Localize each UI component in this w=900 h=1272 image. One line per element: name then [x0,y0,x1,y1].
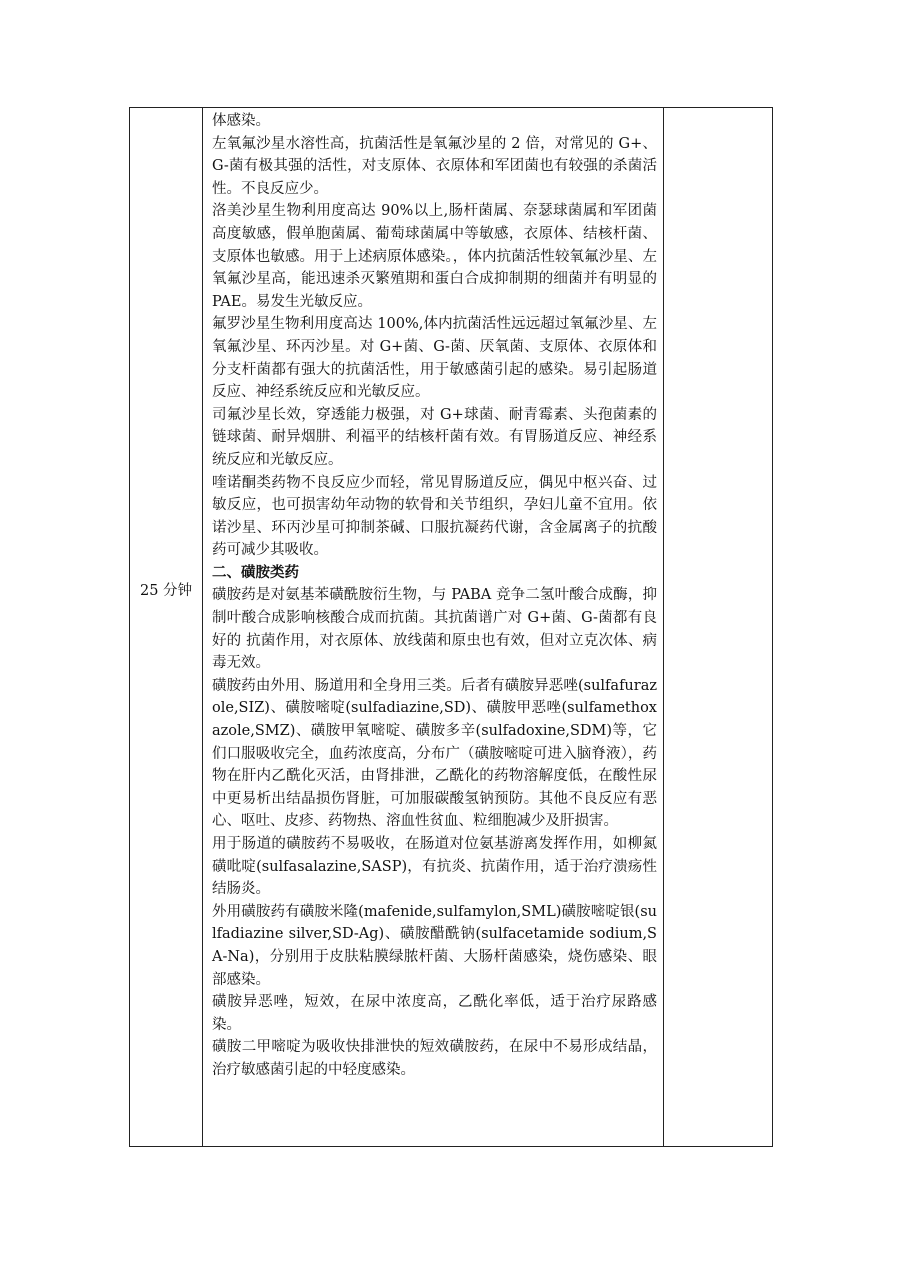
paragraph-lomefloxacin: 洛美沙星生物利用度高达 90%以上,肠杆菌属、奈瑟球菌属和军团菌高度敏感，假单胞菌属、葡萄球菌属中等敏感，衣原体、结核杆菌、支原体也敏感。用于上述病原体感染。，体内抗菌活性较氧氟沙星、左氧氟沙星高，能迅速杀灭繁殖期和蛋白合成抑制期的细菌并有明显的 PAE。易发生光敏反应。 [212,203,657,310]
paragraph-continuation: 体感染。 [212,113,270,129]
paragraph-fleroxacin: 氟罗沙星生物利用度高达 100%,体内抗菌活性远远超过氧氟沙星、左氧氟沙星、环丙沙星。对 G+菌、G-菌、厌氧菌、支原体、衣原体和分支杆菌都有强大的抗菌活性，用于敏感菌引起的感染。易引起肠道反应、神经系统反应和光敏反应。 [212,316,657,401]
time-column [130,108,203,1146]
paragraph-quinolone-adverse: 喹诺酮类药物不良反应少而轻，常见胃肠道反应，偶见中枢兴奋、过敏反应，也可损害幼年动物的软骨和关节组织，孕妇儿童不宜用。依诺沙星、环丙沙星可抑制茶碱、口服抗凝药代谢，含金属离子的抗酸药可减少其吸收。 [212,474,657,559]
paragraph-sulfonamide-classes: 磺胺药由外用、肠道用和全身用三类。后者有磺胺异恶唑(sulfafurazole,SIZ)、磺胺嘧啶(sulfadiazine,SD)、磺胺甲恶唑(sulfamethoxazole,SMZ)、磺胺甲氧嘧啶、磺胺多辛(sulfadoxine,SDM)等，它们口服吸收完全，血药浓度高，分布广（磺胺嘧啶可进入脑脊液），药物在肝内乙酰化灭活，由肾排泄，乙酰化的药物溶解度低，在酸性尿中更易析出结晶损伤肾脏，可加服碳酸氢钠预防。其他不良反应有恶心、呕吐、皮疹、药物热、溶血性贫血、粒细胞减少及肝损害。 [212,677,657,830]
paragraph-intestinal-sulfonamides: 用于肠道的磺胺药不易吸收，在肠道对位氨基游离发挥作用，如柳氮磺吡啶(sulfasalazine,SASP)，有抗炎、抗菌作用，适于治疗溃疡性结肠炎。 [212,836,657,898]
paragraph-sulfafurazole: 磺胺异恶唑，短效，在尿中浓度高，乙酰化率低，适于治疗尿路感染。 [212,994,657,1033]
paragraph-sulfadimidine: 磺胺二甲嘧啶为吸收快排泄快的短效磺胺药，在尿中不易形成结晶，治疗敏感菌引起的中轻度感染。 [212,1039,657,1078]
paragraph-topical-sulfonamides: 外用磺胺药有磺胺米隆(mafenide,sulfamylon,SML)磺胺嘧啶银(sulfadiazine silver,SD-Ag)、磺胺醋酰钠(sulfacetamide sodium,SA-Na)，分别用于皮肤粘膜绿脓杆菌、大肠杆菌感染，烧伤感染、眼部感染。 [212,903,657,988]
section-heading-sulfonamides: 二、磺胺类药 [212,564,299,581]
paragraph-sulfonamide-mechanism: 磺胺药是对氨基苯磺酰胺衍生物，与 PABA 竞争二氢叶酸合成酶，抑制叶酸合成影响核酸合成而抗菌。其抗菌谱广对 G+菌、G-菌都有良好的 抗菌作用，对衣原体、放线菌和原虫也有效，但对立克次体、病毒无效。 [212,587,657,672]
lesson-plan-table [129,107,773,1147]
paragraph-sparfloxacin: 司氟沙星长效，穿透能力极强，对 G+球菌、耐青霉素、头孢菌素的链球菌、耐异烟肼、利福平的结核杆菌有效。有胃肠道反应、神经系统反应和光敏反应。 [212,406,657,468]
content-column [203,108,664,1146]
time-cell: 25 分钟 [139,583,193,599]
paragraph-levofloxacin: 左氧氟沙星水溶性高，抗菌活性是氧氟沙星的 2 倍，对常见的 G+、G-菌有极其强的活性，对支原体、衣原体和军团菌也有较强的杀菌活性。不良反应少。 [212,135,657,197]
notes-column [664,108,772,1146]
